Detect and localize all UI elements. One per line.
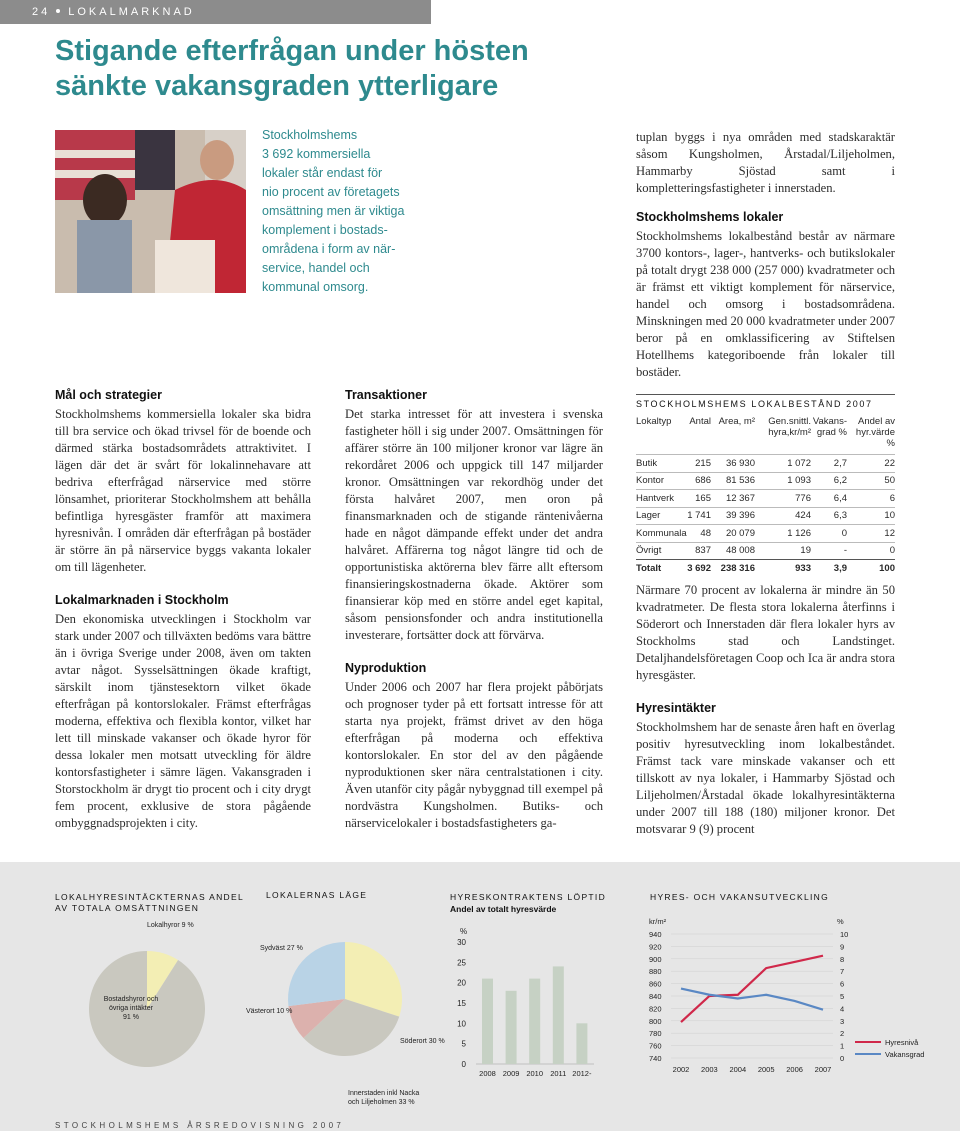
slice-label: Lokalhyror 9 % xyxy=(147,922,194,929)
x-tick-label: 2005 xyxy=(757,1065,775,1074)
slice-label: Västerort 10 % xyxy=(246,1008,293,1015)
table-cell: 1 072 xyxy=(755,455,811,473)
x-tick-label: 2012- xyxy=(572,1069,592,1078)
column-header: Lokaltyp xyxy=(636,416,672,427)
table-cell: 3,9 xyxy=(811,560,847,578)
label-line: Innerstaden inkl Nacka xyxy=(348,1090,420,1097)
right-tick-label: 3 xyxy=(840,1016,845,1026)
paragraph: Stockholmshems lokalbestånd består av närmare 3700 kontors-, lager-, hantverks- och butikslokaler på totalt drygt 238 000 (257 000) kvadratmeter och är främst ett viktigt komplement för närservice, handel och omsorg i bostadsområdena. Minskningen med 20 000 kvadratmeter under 2007 beror på en omklassificering av Stiftelsen Hotellhems kategoriboende från lokaler till bostäder. xyxy=(636,229,895,379)
left-tick-label: 760 xyxy=(649,1041,662,1051)
left-tick-label: 900 xyxy=(649,954,662,964)
y-tick-label: 25 xyxy=(457,958,466,968)
chart-title: HYRES- OCH VAKANSUTVECKLING xyxy=(650,892,829,902)
table-cell: 19 xyxy=(755,542,811,560)
chart-title: LOKALERNAS LÄGE xyxy=(266,890,368,900)
y-tick-label: 10 xyxy=(457,1019,466,1029)
bar xyxy=(482,979,493,1064)
left-tick-label: 940 xyxy=(649,930,662,939)
table-total-row xyxy=(636,560,895,578)
column-header: Vakans-grad % xyxy=(812,416,847,438)
quote-line: kommunal omsorg. xyxy=(262,280,369,294)
text-column-2 xyxy=(345,387,603,848)
table-cell: 6,3 xyxy=(811,507,847,525)
y-tick-label: 20 xyxy=(457,978,466,988)
table-cell: 50 xyxy=(847,472,895,490)
left-tick-label: 840 xyxy=(649,992,662,1001)
quote-line: service, handel och xyxy=(262,261,370,275)
table-cell: 686 xyxy=(687,472,711,490)
chart-title: LOKALHYRESINTÄCKTERNAS ANDEL AV TOTALA OMSÄTTNINGEN xyxy=(55,892,244,913)
chart-title: HYRESKONTRAKTENS LÖPTID xyxy=(450,892,607,902)
left-tick-label: 740 xyxy=(649,1054,662,1063)
table-cell: 837 xyxy=(687,542,711,560)
table-cell: 12 xyxy=(847,525,895,543)
heading-transaktioner: Transaktioner xyxy=(345,388,427,402)
table-row xyxy=(636,525,895,543)
text-column-3-continued xyxy=(636,582,895,854)
slice-label xyxy=(348,1090,419,1106)
table-row xyxy=(636,472,895,490)
text-column-3 xyxy=(636,129,895,397)
right-axis-unit: % xyxy=(837,917,844,926)
legend-label: Hyresnivå xyxy=(885,1038,919,1047)
table-cell: 81 536 xyxy=(711,472,755,490)
page-number: 24 xyxy=(32,6,51,18)
legend-label: Vakansgrad xyxy=(885,1050,925,1059)
table-cell: Kommunala xyxy=(636,525,687,543)
table-cell: 933 xyxy=(755,560,811,578)
left-tick-label: 880 xyxy=(649,967,662,977)
table-cell: 12 367 xyxy=(711,490,755,508)
quote-line: områdena i form av när- xyxy=(262,242,396,256)
left-tick-label: 920 xyxy=(649,942,662,952)
heading-lokalmarknaden: Lokalmarknaden i Stockholm xyxy=(55,593,229,607)
text-column-1 xyxy=(55,387,311,848)
quote-line: nio procent av företagets xyxy=(262,185,400,199)
right-tick-label: 1 xyxy=(840,1041,845,1051)
table-cell: 215 xyxy=(687,455,711,473)
column-header: Area, m² xyxy=(718,416,755,427)
table-body xyxy=(636,455,895,578)
quote-line: komplement i bostads- xyxy=(262,223,388,237)
bar-chart-contract-length xyxy=(450,924,600,1079)
table-cell: Totalt xyxy=(636,560,687,578)
table-cell: Kontor xyxy=(636,472,687,490)
quote-line: Stockholmshems xyxy=(262,128,358,142)
y-tick-label: 5 xyxy=(461,1039,466,1049)
left-tick-label: 860 xyxy=(649,979,662,989)
table-cell: Butik xyxy=(636,455,687,473)
line-chart-rent-vacancy xyxy=(645,912,935,1082)
pull-quote xyxy=(262,126,452,297)
page-header-bar xyxy=(0,0,431,24)
x-tick-label: 2004 xyxy=(729,1065,747,1074)
table-cell: 776 xyxy=(755,490,811,508)
left-tick-label: 820 xyxy=(649,1004,662,1014)
x-tick-label: 2011 xyxy=(550,1069,567,1078)
pie-chart-location xyxy=(240,917,450,1107)
x-tick-label: 2009 xyxy=(502,1069,520,1078)
table-cell: - xyxy=(811,542,847,560)
x-tick-label: 2006 xyxy=(786,1065,803,1074)
series-line-vakansgrad xyxy=(681,989,823,1010)
left-tick-label: 800 xyxy=(649,1016,662,1026)
table-cell: 6,4 xyxy=(811,490,847,508)
table-cell: 6 xyxy=(847,490,895,508)
slice-label: Sydväst 27 % xyxy=(260,945,303,952)
data-table xyxy=(636,416,895,577)
paragraph: Den ekonomiska utvecklingen i Stockholm var stark under 2007 och tillväxten bedöms vara bättre än i övriga Sverige under 2008, även om takten avtar något. Sysselsättningen ökade kraftigt, särskilt inom tjänstesektorn vilket ökade efterfrågan på kontorslokaler. Främst efterfrågas moderna, effektiva och flexibla kontor, vilket har lett till minskade vakanser och ökade hyror för dessa lokaler men motsatt utveckling för äldre kontorsfastigheter i sämre lägen. Vakansgraden i Storstockholm är drygt tio procent och i city drygt fem procent, exklusive de stora pågående ombyggnadsprojekten i city. xyxy=(55,612,311,830)
right-tick-label: 0 xyxy=(840,1054,845,1063)
heading-mal-och-strategier: Mål och strategier xyxy=(55,388,162,402)
quote-line: 3 692 kommersiella xyxy=(262,147,371,161)
table-row xyxy=(636,542,895,560)
label-line: 91 % xyxy=(123,1014,139,1021)
page-footer: STOCKHOLMSHEMS ÅRSREDOVISNING 2007 xyxy=(55,1121,345,1130)
table-cell: Lager xyxy=(636,507,687,525)
table-cell: 20 079 xyxy=(711,525,755,543)
table-header-row xyxy=(636,416,895,455)
title-line: Stigande efterfrågan under hösten xyxy=(55,35,529,67)
right-tick-label: 2 xyxy=(840,1029,845,1039)
paragraph: Närmare 70 procent av lokalerna är mindre än 50 kvadratmeter. De flesta stora lokalerna återfinns i Söderort och Innerstaden där flera lokaler hyrs av Stockholms stad och Landstinget. Detaljhandelsföretagen Coop och Ica är andra stora hyresgäster. xyxy=(636,583,895,682)
paragraph: Under 2006 och 2007 har flera projekt påbörjats och prognoser tyder på ett fortsatt intresse för att starta nya projekt, främst drivet av den höga efterfrågan på moderna och effektiva kontorslokaler. En stor del av den pågående nyproduktionen sker nära centralstationen i city. Även utanför city pågår nybyggnad till exempel på nordvästra Kungsholmen. Butiks- och närservicelokaler i bostadsfastigheters ga- xyxy=(345,680,603,830)
table-cell: 238 316 xyxy=(711,560,755,578)
table-cell: 22 xyxy=(847,455,895,473)
table-cell: 10 xyxy=(847,507,895,525)
y-tick-label: 15 xyxy=(457,999,466,1008)
heading-nyproduktion: Nyproduktion xyxy=(345,661,427,675)
paragraph: Det starka intresset för att investera i svenska fastigheter höll i sig under 2007. Omsättningen för affärer större än 100 miljoner kronor var lägre än rekordåret 2006 och uppgick till 147 miljarder kronor. Omsättningen var rekordhög under det första halvåret 2007, men oron på finansmarknaden och de stigande räntenivåerna hade en något dämpande effekt under det andra halvåret. Affärerna tog något längre tid och de opportunistiska aktörerna blev färre allt eftersom finansieringskostnaderna ökade. Aktörer som finansierar köp med en större andel eget kapital, såsom pensionsfonder och andra institutionella investerare, fortsätter dock att förvärva. xyxy=(345,407,603,642)
table-cell: 48 xyxy=(687,525,711,543)
x-tick-label: 2007 xyxy=(814,1065,832,1074)
quote-line: omsättning men är viktiga xyxy=(262,204,405,218)
table-cell: 1 093 xyxy=(755,472,811,490)
page-title xyxy=(55,34,775,104)
heading-hyresintakter: Hyresintäkter xyxy=(636,701,716,715)
table-cell: 36 930 xyxy=(711,455,755,473)
table-cell: 48 008 xyxy=(711,542,755,560)
y-tick-label: 0 xyxy=(461,1060,466,1069)
bar xyxy=(529,979,540,1064)
paragraph: Stockholmshem har de senaste åren haft en överlag positiv hyresutveckling inom lokalbeståndet. Främst tack vare minskade vakanser och ett tillskott av nya lokaler, i Hammarby Sjöstad och Liljeholmen/Årstadal ökade lokalhyresintäkterna under 2007 till 188 (180) miljoner kronor. Det motsvarar 9 (9) procent xyxy=(636,720,895,836)
table-row xyxy=(636,507,895,525)
right-tick-label: 9 xyxy=(840,942,845,952)
table-cell: 1 126 xyxy=(755,525,811,543)
table-title: STOCKHOLMSHEMS LOKALBESTÅND 2007 xyxy=(636,394,895,409)
bar xyxy=(576,1023,587,1064)
y-axis-unit: % xyxy=(460,927,468,936)
table-cell: 39 396 xyxy=(711,507,755,525)
section-label: LOKALMARKNAD xyxy=(68,6,195,18)
series-line-hyresniva xyxy=(681,956,823,1022)
pie-chart-revenue-share xyxy=(55,917,235,1097)
heading-stockholmshems-lokaler: Stockholmshems lokaler xyxy=(636,210,784,224)
bar xyxy=(506,991,517,1064)
lokalbestand-table xyxy=(636,394,895,577)
left-axis-unit: kr/m² xyxy=(649,917,667,926)
table-cell: 0 xyxy=(811,525,847,543)
table-cell: 1 741 xyxy=(687,507,711,525)
right-tick-label: 6 xyxy=(840,979,845,989)
table-row xyxy=(636,455,895,473)
right-tick-label: 4 xyxy=(840,1004,845,1014)
left-tick-label: 780 xyxy=(649,1029,662,1039)
table-cell: 2,7 xyxy=(811,455,847,473)
table-cell: Övrigt xyxy=(636,542,687,560)
label-line: och Liljeholmen 33 % xyxy=(348,1099,415,1106)
right-tick-label: 10 xyxy=(840,930,849,939)
x-tick-label: 2002 xyxy=(672,1065,690,1074)
x-tick-label: 2008 xyxy=(479,1069,496,1078)
right-tick-label: 7 xyxy=(840,967,845,977)
label-line: övriga intäkter xyxy=(109,1005,153,1012)
right-tick-label: 8 xyxy=(840,954,845,964)
title-line: sänkte vakansgraden ytterligare xyxy=(55,70,499,102)
bar xyxy=(553,966,564,1064)
x-tick-label: 2010 xyxy=(526,1069,544,1078)
table-cell: 165 xyxy=(687,490,711,508)
column-header: Antal xyxy=(689,416,711,427)
chart-subtitle: Andel av totalt hyresvärde xyxy=(450,904,557,914)
bullet-dot xyxy=(56,9,60,13)
table-cell: 0 xyxy=(847,542,895,560)
table-cell: 6,2 xyxy=(811,472,847,490)
shop-photo xyxy=(55,130,246,293)
right-tick-label: 5 xyxy=(840,992,845,1001)
slice-label: Söderort 30 % xyxy=(400,1038,445,1045)
table-cell: Hantverk xyxy=(636,490,687,508)
column-header: Gen.snittl. hyra,kr/m² xyxy=(768,416,811,438)
charts-panel xyxy=(0,862,960,1131)
paragraph: tuplan byggs i nya områden med stadskaraktär såsom Kungsholmen, Årstadal/Liljeholmen, Hammarby Sjöstad samt i kompletteringsfastigheter i innerstaden. xyxy=(636,130,895,195)
y-tick-label: 30 xyxy=(457,938,466,947)
table-cell: 100 xyxy=(847,560,895,578)
label-line: Bostadshyror och xyxy=(103,996,159,1003)
table-row xyxy=(636,490,895,508)
paragraph: Stockholmshems kommersiella lokaler ska bidra till bra service och ökad trivsel för de boende och därmed stärka bostadsområdets attraktivitet. I lägen där det är svårt för lokalinnehavare att bedriva efterfrågad närservice med större lönsamhet, prioriterar Stockholmshem att behålla befintliga hyresgäster framför att maximera hyresnivån. I områden där efterfrågan på bostäder är större än på närservice byggs vakanta lokaler om till lägenheter. xyxy=(55,407,311,574)
column-header: Andel av hyr.värde % xyxy=(855,416,895,449)
x-tick-label: 2003 xyxy=(701,1065,718,1074)
table-cell: 3 692 xyxy=(687,560,711,578)
table-cell: 424 xyxy=(755,507,811,525)
quote-line: lokaler står endast för xyxy=(262,166,383,180)
